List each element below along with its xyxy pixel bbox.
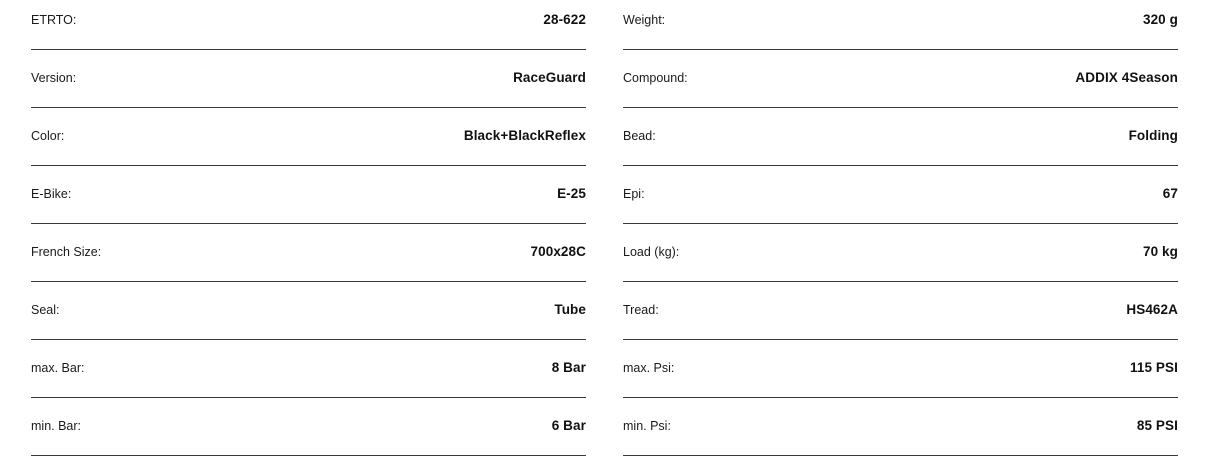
spec-row-ebike: [31, 166, 586, 224]
spec-value: E-25: [557, 186, 586, 201]
spec-label: min. Psi:: [623, 419, 671, 433]
spec-column-left: [31, 0, 586, 456]
spec-value: 70 kg: [1142, 244, 1178, 259]
spec-row-bead: [623, 108, 1178, 166]
spec-row-weight: [623, 0, 1178, 50]
spec-label: Compound:: [623, 71, 688, 85]
spec-row-french-size: [31, 224, 586, 282]
spec-column-right: [623, 0, 1178, 456]
spec-label: Load (kg):: [623, 245, 680, 259]
spec-value: 700x28C: [530, 244, 586, 259]
spec-value: 115 PSI: [1130, 360, 1178, 375]
spec-row-max-bar: [31, 340, 586, 398]
spec-row-seal: [31, 282, 586, 340]
spec-value: 320 g: [1142, 12, 1178, 27]
spec-value: 85 PSI: [1136, 418, 1178, 433]
spec-value: 28-622: [543, 12, 586, 27]
spec-value: Folding: [1128, 128, 1178, 143]
spec-value: Black+BlackReflex: [463, 128, 586, 143]
spec-row-tread: [623, 282, 1178, 340]
spec-label: ETRTO:: [31, 13, 77, 27]
spec-value: ADDIX 4Season: [1075, 70, 1178, 85]
spec-row-epi: [623, 166, 1178, 224]
spec-label: Bead:: [623, 129, 656, 143]
spec-value: Tube: [554, 302, 586, 317]
spec-row-min-psi: [623, 398, 1178, 456]
spec-label: E-Bike:: [31, 187, 72, 201]
spec-row-max-psi: [623, 340, 1178, 398]
spec-label: Color:: [31, 129, 65, 143]
spec-label: max. Psi:: [623, 361, 675, 375]
spec-row-load: [623, 224, 1178, 282]
spec-label: Weight:: [623, 13, 666, 27]
spec-label: Version:: [31, 71, 77, 85]
spec-label: min. Bar:: [31, 419, 82, 433]
spec-value: 8 Bar: [551, 360, 586, 375]
spec-row-etrto: [31, 0, 586, 50]
spec-value: RaceGuard: [513, 70, 586, 85]
spec-row-color: [31, 108, 586, 166]
spec-value: 6 Bar: [551, 418, 586, 433]
spec-label: Seal:: [31, 303, 60, 317]
spec-value: HS462A: [1126, 302, 1178, 317]
spec-row-compound: [623, 50, 1178, 108]
spec-row-version: [31, 50, 586, 108]
spec-value: 67: [1162, 186, 1178, 201]
spec-label: French Size:: [31, 245, 102, 259]
spec-label: Epi:: [623, 187, 645, 201]
spec-label: max. Bar:: [31, 361, 85, 375]
spec-label: Tread:: [623, 303, 659, 317]
spec-row-min-bar: [31, 398, 586, 456]
